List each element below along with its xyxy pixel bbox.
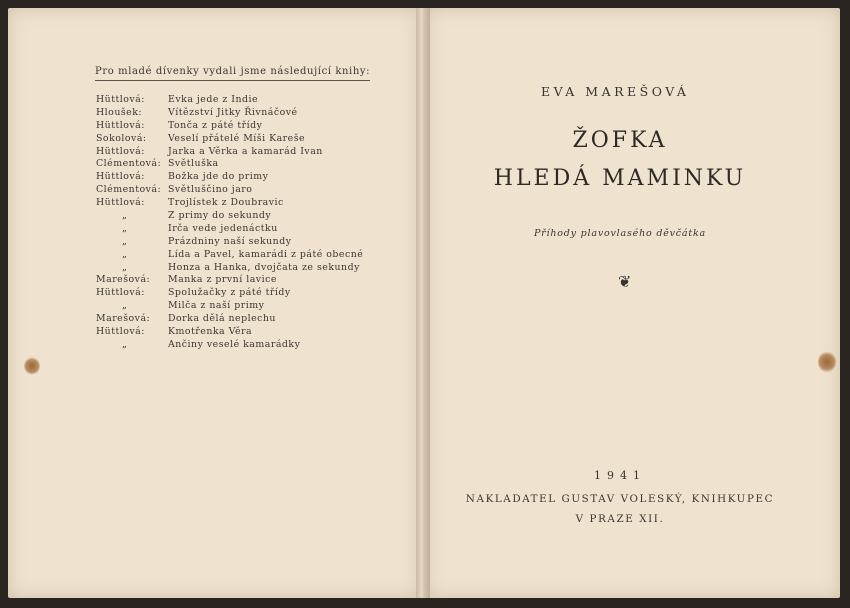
book-list-author: „	[122, 222, 128, 234]
book-list-item	[96, 262, 386, 275]
book-list-author: Hüttlová:	[96, 287, 145, 299]
book-list-item	[96, 171, 386, 184]
book-list-item	[96, 184, 386, 197]
book-list-title: Lída a Pavel, kamarádi z páté obecné	[168, 248, 364, 260]
book-list-item	[96, 313, 386, 326]
book-list-author: Hloušek:	[96, 106, 143, 118]
book-title-line-1: ŽOFKA	[572, 128, 668, 153]
book-list-item	[96, 223, 386, 236]
book-list-author: Hüttlová:	[96, 326, 145, 338]
book-list-title: Dorka dělá neplechu	[168, 313, 276, 325]
book-list-author: „	[122, 300, 128, 312]
book-list-author: Hüttlová:	[96, 171, 145, 183]
book-list-item	[96, 146, 386, 159]
book-list-author: Hüttlová:	[96, 197, 145, 209]
book-list-title: Kmotřenka Věra	[168, 326, 253, 338]
book-list	[96, 94, 386, 352]
ornament-icon: ❦	[618, 272, 632, 291]
book-list-item	[96, 339, 386, 352]
book-list-item	[96, 326, 386, 339]
book-list-title: Tonča z páté třídy	[168, 119, 263, 131]
book-list-item	[96, 133, 386, 146]
book-list-title: Vítězství Jitky Řivnáčové	[168, 106, 298, 118]
book-list-item	[96, 236, 386, 249]
book-list-item	[96, 94, 386, 107]
book-list-item	[96, 249, 386, 262]
book-list-title: Manka z první lavice	[168, 274, 277, 286]
book-list-item	[96, 300, 386, 313]
book-list-item	[96, 210, 386, 223]
book-list-item	[96, 158, 386, 171]
book-list-title: Světluščino jaro	[168, 184, 253, 196]
book-list-title: Spolužačky z páté třídy	[168, 287, 291, 299]
stain-spot	[24, 357, 40, 375]
book-list-author: „	[122, 261, 128, 273]
book-list-item	[96, 197, 386, 210]
book-list-title: Z primy do sekundy	[168, 210, 272, 222]
book-list-title: Světluška	[168, 158, 219, 170]
book-list-item	[96, 287, 386, 300]
book-list-author: Hüttlová:	[96, 119, 145, 131]
book-list-author: Clémentová:	[96, 158, 162, 170]
book-list-item	[96, 274, 386, 287]
publisher-name: NAKLADATEL GUSTAV VOLESKÝ, KNIHKUPEC	[465, 493, 775, 505]
publisher-list-heading: Pro mladé dívenky vydali jsme následující knihy:	[95, 66, 370, 81]
book-list-author: Hüttlová:	[96, 94, 145, 105]
book-list-author: „	[122, 235, 128, 247]
book-list-title: Veselí přátelé Míši Kareše	[168, 132, 306, 144]
book-list-title: Božka jde do primy	[168, 171, 269, 183]
book-list-title: Trojlístek z Doubravic	[168, 197, 284, 209]
book-list-title: Irča vede jedenáctku	[168, 222, 278, 234]
book-list-title: Honza a Hanka, dvojčata ze sekundy	[168, 261, 360, 273]
book-list-author: Marešová:	[96, 313, 151, 325]
book-list-author: Clémentová:	[96, 184, 162, 196]
book-list-title: Milča z naší primy	[168, 300, 265, 312]
book-list-title: Prázdniny naší sekundy	[168, 235, 292, 247]
book-list-item	[96, 120, 386, 133]
book-list-author: Sokolová:	[96, 132, 147, 144]
stain-spot	[818, 351, 836, 373]
book-list-author: „	[122, 338, 128, 350]
book-subtitle: Příhody plavovlasého děvčátka	[533, 228, 707, 239]
author-name: EVA MAREŠOVÁ	[541, 84, 690, 99]
book-list-title: Evka jede z Indie	[168, 94, 259, 105]
publication-place: V PRAZE XII.	[575, 513, 665, 525]
book-list-author: Marešová:	[96, 274, 151, 286]
book-list-title: Ančiny veselé kamarádky	[168, 338, 301, 350]
book-list-author: „	[122, 248, 128, 260]
book-list-author: Hüttlová:	[96, 145, 145, 157]
book-list-item	[96, 107, 386, 120]
book-gutter	[416, 8, 430, 598]
publication-year: 1941	[594, 469, 646, 482]
book-list-title: Jarka a Věrka a kamarád Ivan	[168, 145, 323, 157]
book-title-line-2: HLEDÁ MAMINKU	[493, 166, 747, 191]
book-list-author: „	[122, 210, 128, 222]
